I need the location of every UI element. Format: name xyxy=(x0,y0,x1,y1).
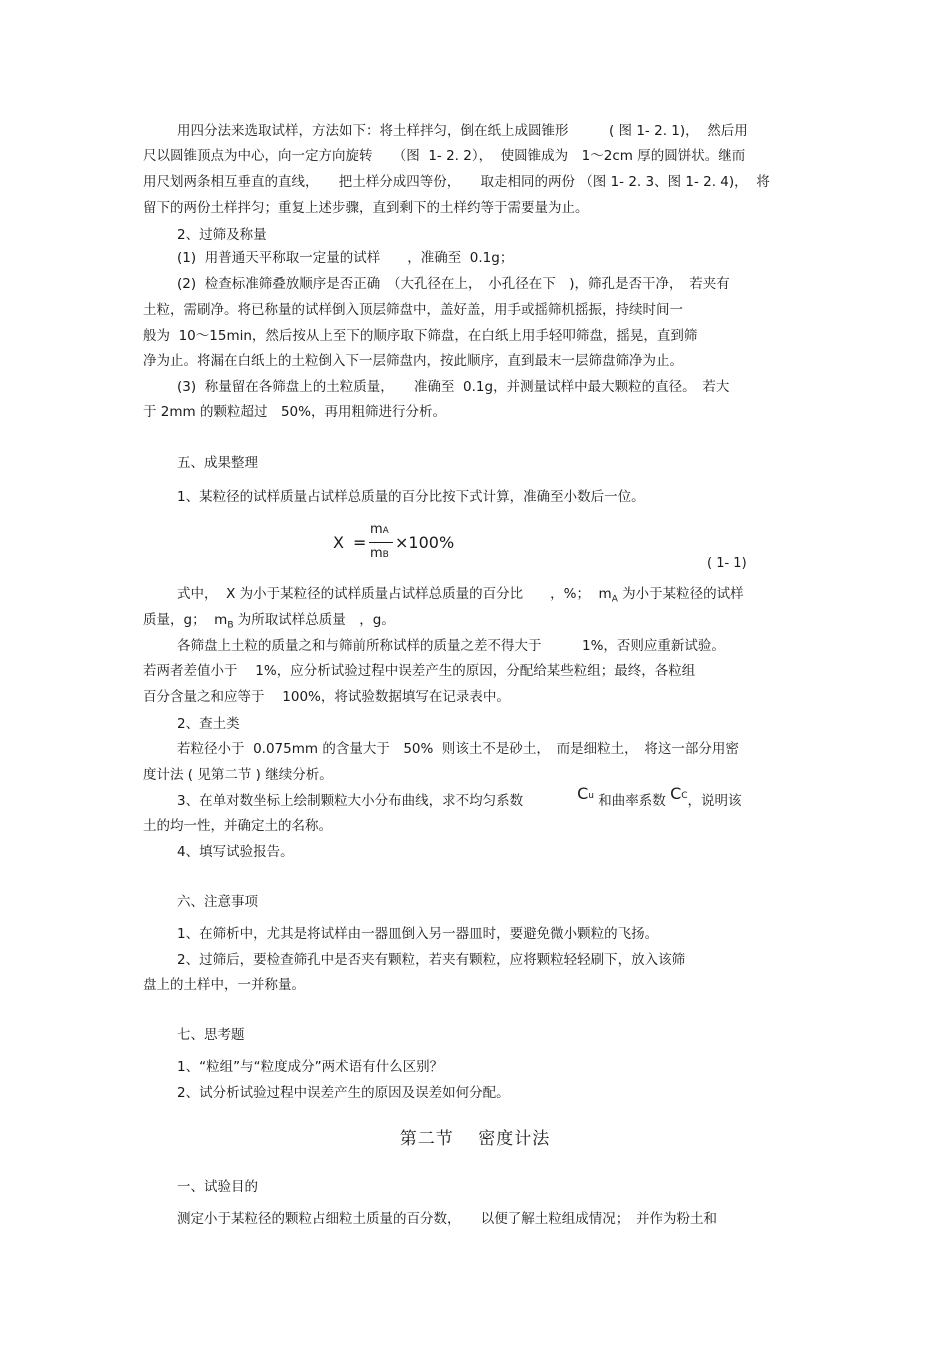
question-line: 1、“粒组”与“粒度成分”两术语有什么区别？ xyxy=(177,1059,444,1075)
where-line: 式中， X 为小于某粒径的试样质量占试样总质量的百分比 ，%； $m_A$ 为小于某粒径的试样 xyxy=(177,586,744,605)
step-line: (2) 检查标准筛叠放顺序是否正确 （大孔径在上， 小孔径在下 )，筛孔是否干净， 若夹有 xyxy=(177,276,730,292)
section-title: 第二节 密度计法 xyxy=(399,1129,551,1149)
where-line: 质量，g； $m_B$ 为所取试样总质量 ，g。 xyxy=(143,612,395,631)
section-heading-notes: 六、注意事项 xyxy=(177,894,258,910)
paragraph-line: 尺以圆锥顶点为中心，向一定方向旋转 （图 1- 2. 2）， 使圆锥成为 1～2cm 厚的圆饼状。继而 xyxy=(143,148,746,164)
paragraph-line: 若两者差值小于 1%，应分析试验过程中误差产生的原因，分配给某些粒组；最终，各粒组 xyxy=(143,663,696,679)
paragraph-line: 1、某粒径的试样质量占试样总质量的百分比按下式计算，准确至小数后一位。 xyxy=(177,489,645,505)
step-line: 土粒，需刷净。将已称量的试样倒入顶层筛盘中，盖好盖，用手或摇筛机摇振，持续时间一 xyxy=(143,302,683,318)
formula-multiplier: ×100% xyxy=(395,533,455,552)
subheading-sieving: 2、过筛及称量 xyxy=(177,227,267,243)
step-line: 般为 10～15min，然后按从上至下的顺序取下筛盘，在白纸上用手轻叩筛盘，摇晃，直到筛 xyxy=(143,328,698,344)
fraction-bar xyxy=(369,542,393,543)
paragraph-line: 1、在筛析中，尤其是将试样由一器皿倒入另一器皿时，要避免微小颗粒的飞扬。 xyxy=(177,926,659,942)
paragraph-line: 度计法 ( 见第二节 ) 继续分析。 xyxy=(143,767,333,783)
section-heading-purpose: 一、试验目的 xyxy=(177,1179,258,1195)
step-line: 于 2mm 的颗粒超过 50%，再用粗筛进行分析。 xyxy=(143,404,446,420)
paragraph-line: 百分含量之和应等于 100%，将试验数据填写在记录表中。 xyxy=(143,689,510,705)
paragraph-line: 2、过筛后，要检查筛孔中是否夹有颗粒，若夹有颗粒，应将颗粒轻轻刷下，放入该筛 xyxy=(177,952,686,968)
paragraph-line: 各筛盘上土粒的质量之和与筛前所称试样的质量之差不得大于 1%，否则应重新试验。 xyxy=(177,638,725,654)
formula-numerator: mA xyxy=(370,522,389,537)
paragraph-line: 若粒径小于 0.075mm 的含量大于 50% 则该土不是砂土， 而是细粒土， 将这一部分用密 xyxy=(177,741,739,757)
paragraph-line: 留下的两份土样拌匀；重复上述步骤，直到剩下的土样约等于需要量为止。 xyxy=(143,200,589,216)
paragraph-line: 用尺划两条相互垂直的直线， 把土样分成四等份， 取走相同的两份 （图 1- 2. 3、图 1- 2. 4)， 将 xyxy=(143,174,770,190)
paragraph-line: 4、填写试验报告。 xyxy=(177,844,294,860)
subheading-soil-type: 2、查土类 xyxy=(177,716,240,732)
paragraph-line: 盘上的土样中，一并称量。 xyxy=(143,977,305,993)
paragraph-line: 3、在单对数坐标上绘制颗粒大小分布曲线，求不均匀系数 $C^u$ 和曲率系数 $C^C$，说明该 xyxy=(177,784,742,809)
paragraph-line: 测定小于某粒径的颗粒占细粒土质量的百分数， 以便了解土粒组成情况； 并作为粉土和 xyxy=(177,1211,717,1227)
formula-denominator: mB xyxy=(370,546,389,561)
section-heading-questions: 七、思考题 xyxy=(177,1027,245,1043)
step-line: (3) 称量留在各筛盘上的土粒质量， 准确至 0.1g，并测量试样中最大颗粒的直径。 若大 xyxy=(177,379,730,395)
step-line: 净为止。将漏在白纸上的土粒倒入下一层筛盘内，按此顺序，直到最末一层筛盘筛净为止。 xyxy=(143,353,683,369)
step-line: (1) 用普通天平称取一定量的试样 ，准确至 0.1g； xyxy=(177,250,514,266)
percentage-formula xyxy=(333,522,473,566)
paragraph-line: 土的均一性，并确定土的名称。 xyxy=(143,818,332,834)
equation-number: ( 1- 1) xyxy=(707,556,747,571)
section-heading-results: 五、成果整理 xyxy=(177,455,258,471)
formula-equals: = xyxy=(353,533,367,552)
paragraph-line: 用四分法来选取试样，方法如下：将土样拌匀，倒在纸上成圆锥形 ( 图 1- 2. 1)， 然后用 xyxy=(177,123,748,139)
question-line: 2、试分析试验过程中误差产生的原因及误差如何分配。 xyxy=(177,1085,510,1101)
formula-x: X xyxy=(333,533,344,552)
